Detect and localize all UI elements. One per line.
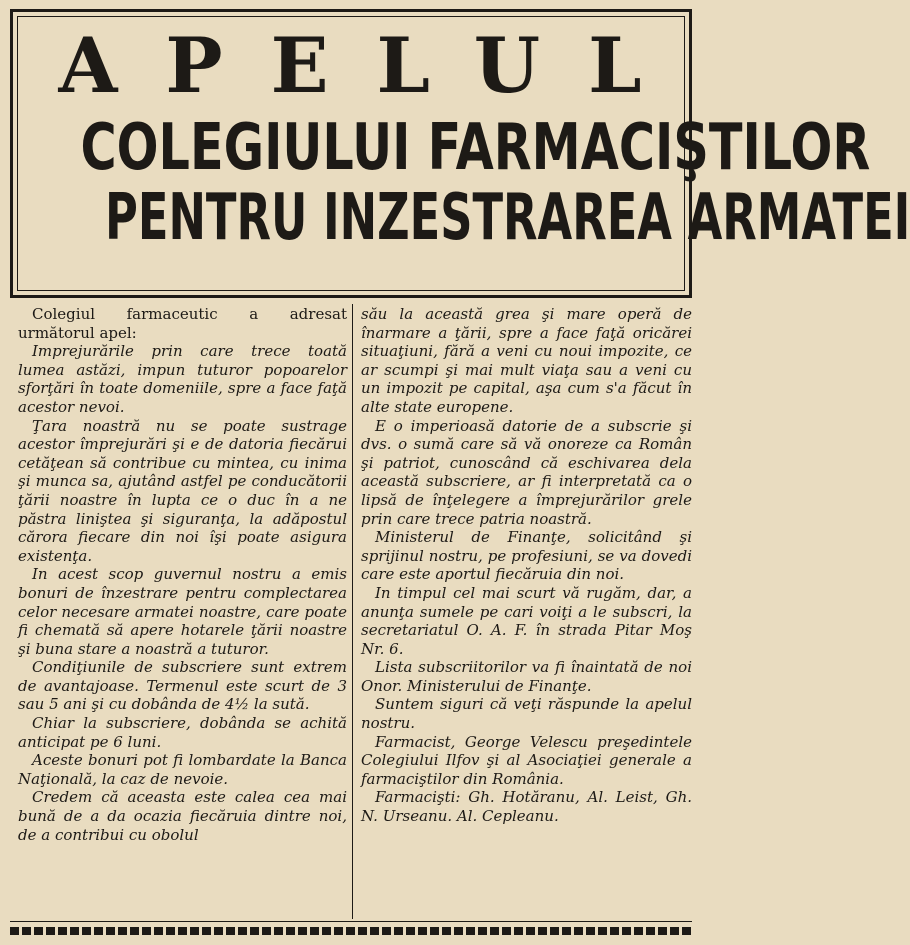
paragraph: In acest scop guvernul nostru a emis bonuri de înzestrare pentru complectarea celor necesare armatei noastre, care poate fi chemată să apere hotarele ţării noastre şi buna stare a noastră a tuturor. xyxy=(18,565,347,658)
paragraph: Farmacist, George Velescu preşedintele Colegiului Ilfov şi al Asociaţiei generale a farmaciştilor din România. xyxy=(361,732,692,788)
paragraph: Aceste bonuri pot fi lombardate la Banca Naţională, la caz de nevoie. xyxy=(18,751,347,788)
bottom-divider-thin xyxy=(10,921,692,922)
headline-subtitle-2: PENTRU INZESTRAREA ARMATEI xyxy=(105,181,910,255)
paragraph: Suntem siguri că veţi răspunde la apelul nostru. xyxy=(361,695,692,733)
paragraph: Impreјurările prin care trece toată lumea astăzi, impun tuturor popoarelor sforţări în toate domeniile, spre a face faţă acestor nevoi. xyxy=(18,342,347,416)
paragraph: Farmacişti: Gh. Hotăranu, Al. Leist, Gh. N. Urseanu. Al. Cepleanu. xyxy=(361,788,692,826)
headline-subtitle-1: COLEGIULUI FARMACIŞTILOR xyxy=(80,111,871,185)
paragraph: E o imperioasă datorie de a subscrie şi dvs. o sumă care să vă onoreze ca Român şi patriot, cunoscând că eschivarea dela această subscriere, ar fi interpretată ca o lipsă de înţelegere a împrejurărilor grele prin care trece patria noastră. xyxy=(361,416,692,528)
paragraph: Credem că aceasta este calea cea mai bună de a da ocazia fiecăruia dintre noi, de a contribui cu obolul xyxy=(18,788,347,844)
paragraph: Ministerul de Finanţe, solicitând şi sprijinul nostru, pe profesiuni, se va dovedi care este aportul fiecăruia din noi. xyxy=(361,528,692,584)
paragraph: Lista subscriitorilor va fi înaintată de noi Onor. Ministerului de Finanţe. xyxy=(361,658,692,695)
article-column-right xyxy=(361,305,692,826)
bottom-divider-dashed xyxy=(10,927,692,935)
paragraph: Colegiul farmaceutic a adresat următorul apel: xyxy=(18,305,347,342)
article-column-left xyxy=(18,305,347,844)
column-divider xyxy=(352,304,353,919)
headline-title: APELUL xyxy=(58,21,690,110)
paragraph: său la această grea şi mare operă de înarmare a ţării, spre a face faţă oricărei situaţiuni, fără a veni cu noui impozite, ce ar scumpi şi mai mult viaţa sau a veni cu un impozit pe capital, aşa cum s'a făcut în alte state europene. xyxy=(361,305,692,416)
paragraph: Chiar la subscriere, dobânda se achită anticipat pe 6 luni. xyxy=(18,714,347,751)
paragraph: In timpul cel mai scurt vă rugăm, dar, a anunţa sumele pe cari voiţi a le subscri, la secretariatul O. A. F. în strada Pitar Moş Nr. 6. xyxy=(361,583,692,658)
paragraph: Condiţiunile de subscriere sunt extrem de avantajoase. Termenul este scurt de 3 sau 5 ani şi cu dobânda de 4½ la sută. xyxy=(18,658,347,714)
paragraph: Ţara noastră nu se poate sustrage acestor împrejurări şi e de datoria fiecărui cetăţean să contribue cu mintea, cu inima şi munca sa, ajutând astfel pe conducătorii ţării noastre în lupta ce o duc în a ne păstra liniştea şi siguranţa, la adăpostul cărora fiecare din noi îşi poate asigura existenţa. xyxy=(18,416,347,565)
